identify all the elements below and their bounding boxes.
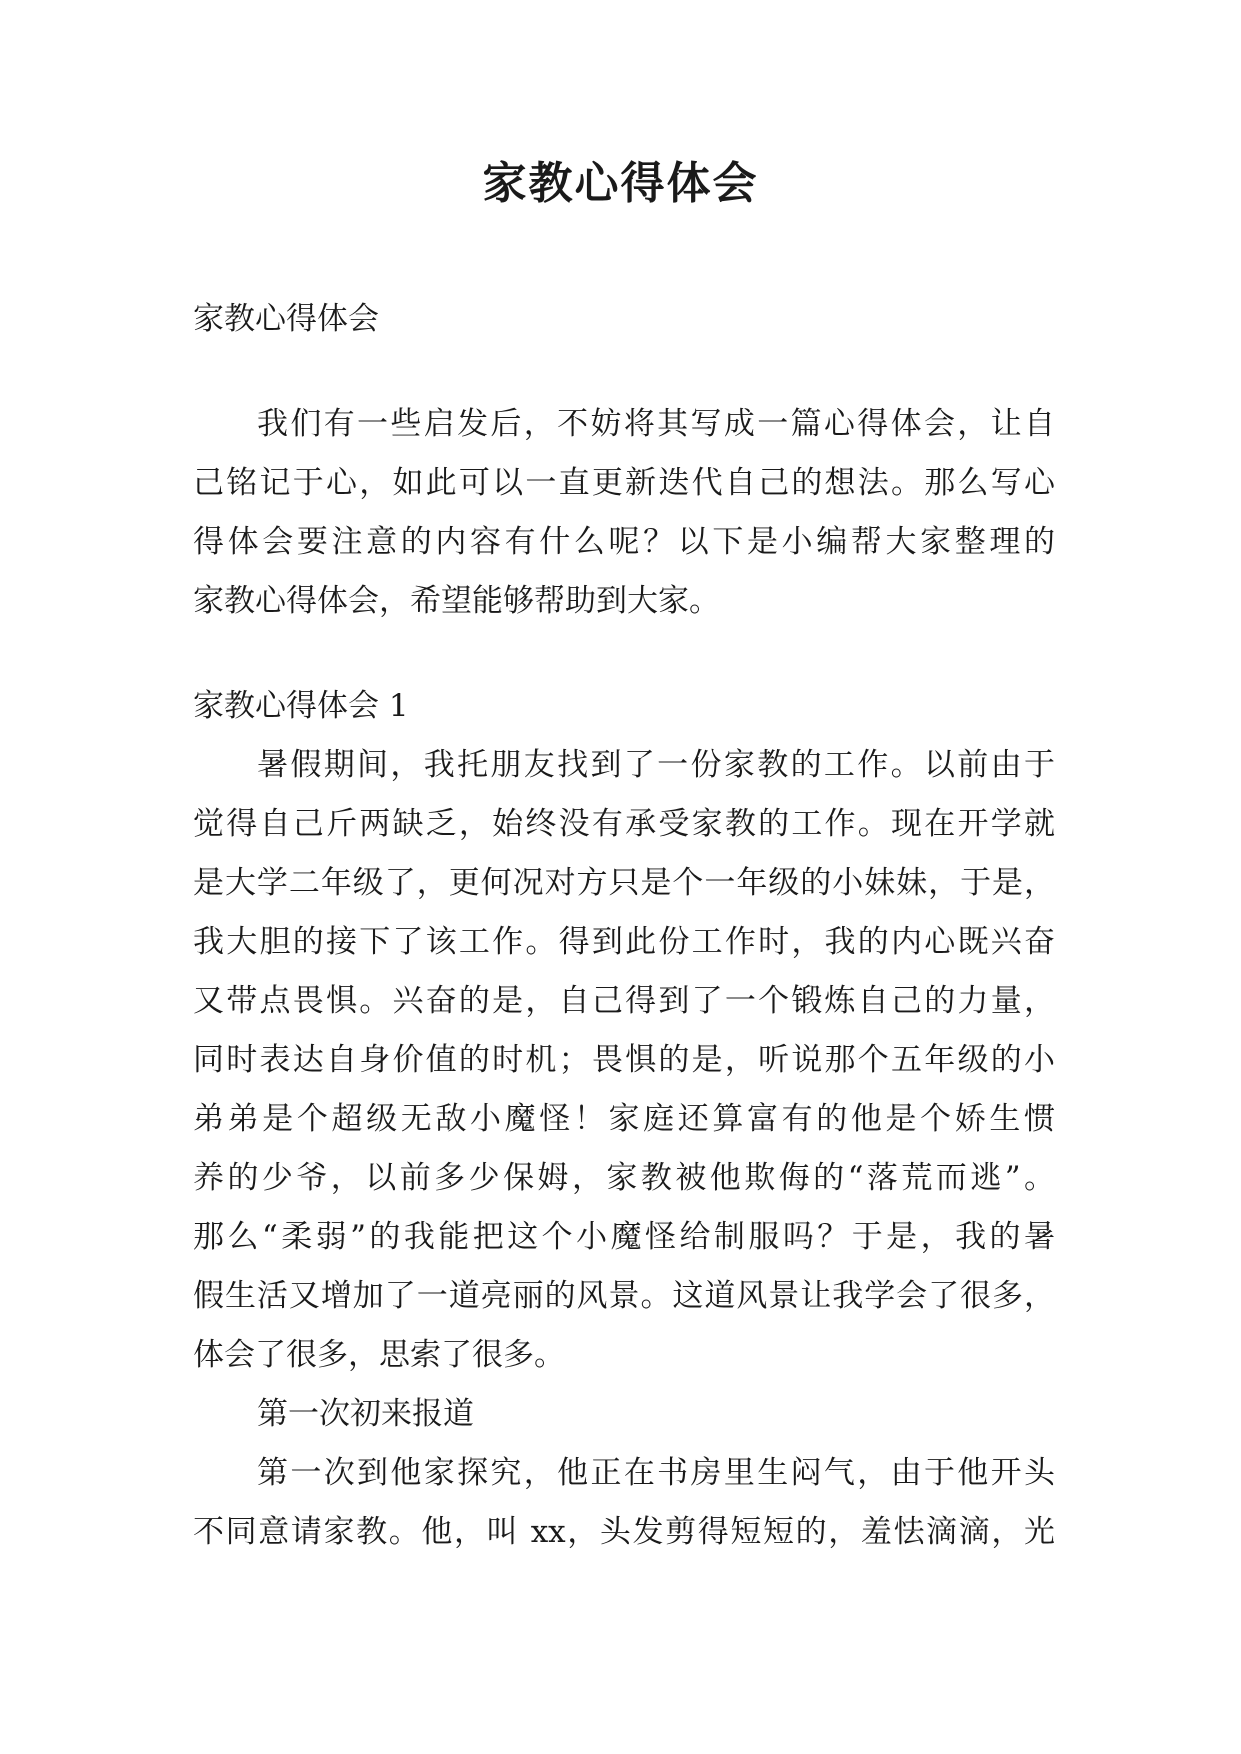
- document-body: [193, 290, 1055, 1562]
- subtitle: 家教心得体会: [193, 301, 379, 337]
- spacer: [193, 349, 1055, 395]
- body-line: 那么“柔弱”的我能把这个小魔怪给制服吗？于是，我的暑: [193, 1219, 1055, 1255]
- body-line: 同时表达自身价值的时机；畏惧的是，听说那个五年级的小: [193, 1042, 1055, 1078]
- intro-line: 己铭记于心，如此可以一直更新迭代自己的想法。那么写心: [193, 465, 1055, 501]
- body-line: 暑假期间，我托朋友找到了一份家教的工作。以前由于: [257, 747, 1055, 783]
- body-line: 体会了很多，思索了很多。: [193, 1337, 565, 1373]
- body-line: 第一次到他家探究，他正在书房里生闷气，由于他开头: [257, 1455, 1055, 1491]
- subheading: 第一次初来报道: [257, 1396, 474, 1432]
- document-title: 家教心得体会: [482, 158, 759, 209]
- intro-line: 家教心得体会，希望能够帮助到大家。: [193, 583, 720, 619]
- spacer: [193, 631, 1055, 677]
- body-line: 我大胆的接下了该工作。得到此份工作时，我的内心既兴奋: [193, 924, 1055, 960]
- body-line: 假生活又增加了一道亮丽的风景。这道风景让我学会了很多，: [193, 1278, 1055, 1314]
- intro-line: 我们有一些启发后，不妨将其写成一篇心得体会，让自: [257, 406, 1055, 442]
- body-line: 是大学二年级了，更何况对方只是个一年级的小妹妹，于是，: [193, 865, 1055, 901]
- body-line: 弟弟是个超级无敌小魔怪！家庭还算富有的他是个娇生惯: [193, 1101, 1055, 1137]
- body-line: 不同意请家教。他，叫 xx，头发剪得短短的，羞怯滴滴，光: [193, 1514, 1055, 1550]
- section-heading: 家教心得体会 1: [193, 688, 409, 724]
- body-line: 又带点畏惧。兴奋的是，自己得到了一个锻炼自己的力量，: [193, 983, 1055, 1019]
- body-line: 觉得自己斤两缺乏，始终没有承受家教的工作。现在开学就: [193, 806, 1055, 842]
- intro-line: 得体会要注意的内容有什么呢？以下是小编帮大家整理的: [193, 524, 1055, 560]
- body-line: 养的少爷，以前多少保姆，家教被他欺侮的“落荒而逃”。: [193, 1160, 1055, 1196]
